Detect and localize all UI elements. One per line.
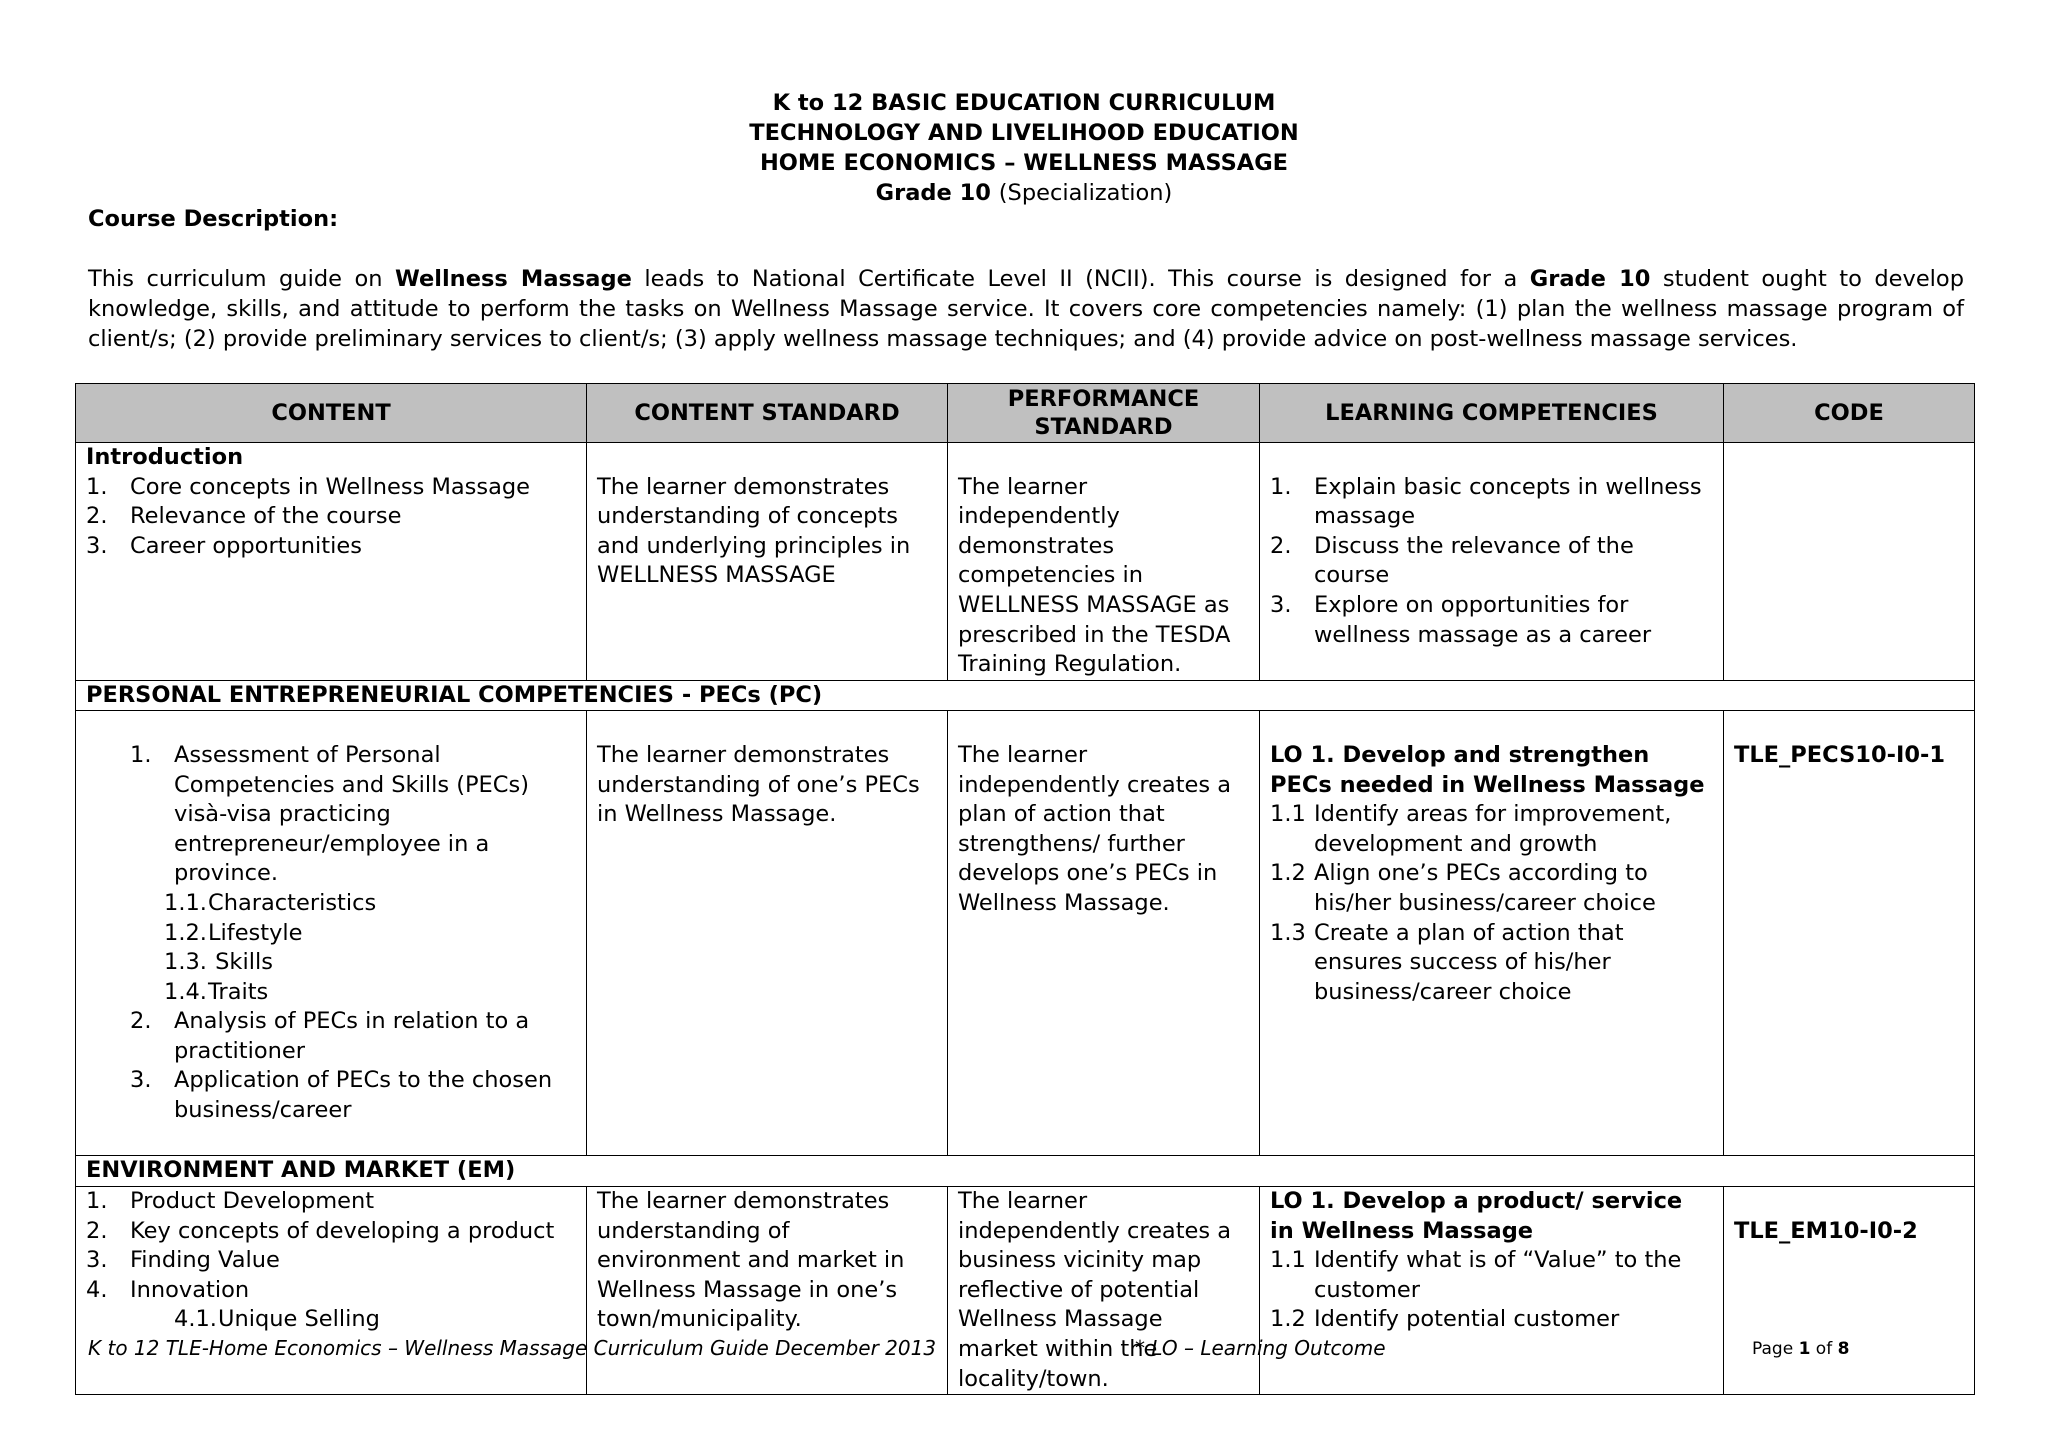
list-item xyxy=(164,948,576,978)
item-number: 1.2 xyxy=(1270,1306,1306,1333)
item-number: 1.3 xyxy=(1270,919,1306,946)
item-number: 3. xyxy=(86,1247,108,1274)
item-text: Discuss the relevance of the course xyxy=(1314,532,1634,589)
footer-document-title: K to 12 TLE-Home Economics – Wellness Massage Curriculum Guide December 2013 xyxy=(88,1336,937,1360)
em-competency-list xyxy=(1270,1246,1713,1335)
desc-bold-2: Grade 10 xyxy=(1529,266,1651,292)
item-text: Application of PECs to the chosen business/career xyxy=(174,1067,553,1124)
intro-content-standard xyxy=(587,443,948,681)
pec-content-cell xyxy=(76,711,587,1156)
item-text: Key concepts of developing a product xyxy=(130,1217,555,1244)
pec-competency-list xyxy=(1270,800,1713,1007)
item-number: 3. xyxy=(130,1067,152,1094)
page-total: 8 xyxy=(1837,1339,1850,1359)
desc-part-3: student ought to develop knowledge, skills, and attitude to perform the tasks on Wellness Massage service. It covers core competencies namely: (1) plan the wellness massage program of client/s; (2) provide preliminary services to client/s; (3) apply wellness massage techniques; and (4) provide advice on post-wellness massage services. xyxy=(88,266,1964,352)
list-item xyxy=(164,919,576,949)
item-text: Identify areas for improvement, development and growth xyxy=(1314,801,1672,857)
intro-content-standard-text: The learner demonstrates understanding of concepts and underlying principles in WELLNESS MASSAGE xyxy=(597,473,911,589)
intro-competency-list xyxy=(1270,443,1713,650)
item-text: Characteristics xyxy=(208,889,377,916)
em-code xyxy=(1724,1186,1975,1394)
header-code: CODE xyxy=(1724,384,1975,443)
course-description-label: Course Description: xyxy=(88,206,339,232)
grade-subtitle: (Specialization) xyxy=(998,180,1173,206)
list-item xyxy=(164,889,576,919)
item-text: Create a plan of action that ensures success of his/her business/career choice xyxy=(1314,919,1624,1005)
list-item xyxy=(1270,1246,1713,1305)
section-title-em: ENVIRONMENT AND MARKET (EM) xyxy=(76,1156,1975,1187)
item-text: Career opportunities xyxy=(130,532,362,559)
item-text: Traits xyxy=(208,978,269,1005)
em-performance-standard xyxy=(948,1186,1260,1394)
list-item xyxy=(1270,800,1713,859)
list-item xyxy=(1270,1305,1713,1335)
list-item xyxy=(86,473,576,503)
list-item xyxy=(86,532,576,562)
header-line-1: K to 12 BASIC EDUCATION CURRICULUM xyxy=(772,90,1276,116)
list-item xyxy=(130,1066,576,1125)
em-lo-title: LO 1. Develop a product/ service in Wellness Massage xyxy=(1270,1187,1683,1244)
item-number: 1. xyxy=(130,741,152,768)
course-description-text xyxy=(88,264,1964,354)
header-performance-standard: PERFORMANCE STANDARD xyxy=(948,384,1260,443)
list-item xyxy=(1270,591,1713,650)
list-item xyxy=(1270,859,1713,918)
intro-content-list xyxy=(86,473,576,562)
item-number: 1.4. xyxy=(164,978,207,1005)
curriculum-table xyxy=(75,383,1975,1395)
item-text: Analysis of PECs in relation to a practitioner xyxy=(174,1008,530,1064)
section-title-pec: PERSONAL ENTREPRENEURIAL COMPETENCIES - PECs (PC) xyxy=(76,680,1975,711)
pec-content-standard xyxy=(587,711,948,1156)
section-row-em xyxy=(76,1156,1975,1187)
intro-code xyxy=(1724,443,1975,681)
item-number: 2. xyxy=(86,1217,108,1244)
em-content-cell xyxy=(76,1186,587,1394)
item-number: 1.2 xyxy=(1270,860,1306,887)
desc-bold-1: Wellness Massage xyxy=(394,266,632,292)
item-text: Lifestyle xyxy=(208,919,303,946)
table-header-row xyxy=(76,384,1975,443)
intro-title: Introduction xyxy=(86,444,244,470)
header-content-standard: CONTENT STANDARD xyxy=(587,384,948,443)
intro-competencies xyxy=(1260,443,1724,681)
em-performance-standard-text: The learner independently creates a business vicinity map reflective of potential Wellness Massage market within the locality/town. xyxy=(958,1187,1232,1392)
item-text: Finding Value xyxy=(130,1247,280,1274)
item-number: 4. xyxy=(86,1276,108,1303)
page-of-label: of xyxy=(1810,1339,1838,1359)
item-text: Explain basic concepts in wellness massage xyxy=(1314,473,1702,530)
em-content-standard-text: The learner demonstrates understanding of environment and market in Wellness Massage in one’s town/municipality. xyxy=(597,1187,905,1333)
item-number: 3. xyxy=(86,532,108,559)
item-number: 1.3. xyxy=(164,949,207,976)
table-row-em xyxy=(76,1186,1975,1394)
pec-content-list xyxy=(130,741,576,889)
pec-sub-list xyxy=(130,889,576,1007)
em-code-text: TLE_EM10-I0-2 xyxy=(1734,1217,1918,1244)
item-number: 1. xyxy=(86,1187,108,1214)
header-grade xyxy=(0,178,2048,208)
item-number: 1. xyxy=(86,473,108,500)
list-item xyxy=(86,1187,576,1217)
page-label: Page xyxy=(1752,1339,1799,1359)
table-row-pec xyxy=(76,711,1975,1156)
grade-label: Grade 10 xyxy=(875,180,991,206)
item-number: 2. xyxy=(130,1008,152,1035)
item-text: Skills xyxy=(208,949,273,976)
item-number: 2. xyxy=(1270,532,1292,559)
item-text: Relevance of the course xyxy=(130,503,402,530)
item-text: Identify potential customer xyxy=(1314,1306,1620,1333)
document-header xyxy=(0,88,2048,208)
em-content-standard xyxy=(587,1186,948,1394)
pec-content-list-2 xyxy=(130,1007,576,1125)
item-text: Align one’s PECs according to his/her business/career choice xyxy=(1314,860,1656,916)
item-text: Core concepts in Wellness Massage xyxy=(130,473,531,500)
pec-code-text: TLE_PECS10-I0-1 xyxy=(1734,741,1945,768)
section-row-pec xyxy=(76,680,1975,711)
page-current: 1 xyxy=(1798,1339,1811,1359)
list-item xyxy=(86,1246,576,1276)
footer-page-number xyxy=(1752,1339,1849,1359)
intro-performance-standard xyxy=(948,443,1260,681)
desc-part-2: leads to National Certificate Level II (NCII). This course is designed for a xyxy=(631,266,1530,292)
pec-performance-standard xyxy=(948,711,1260,1156)
list-item xyxy=(1270,919,1713,1008)
list-item xyxy=(86,1276,576,1306)
footer-lo-note: * LO – Learning Outcome xyxy=(1135,1336,1386,1360)
list-item xyxy=(86,502,576,532)
item-number: 3. xyxy=(1270,591,1292,618)
item-text: Identify what is of “Value” to the customer xyxy=(1314,1247,1682,1303)
list-item xyxy=(1270,473,1713,532)
pec-competencies xyxy=(1260,711,1724,1156)
em-sub-list xyxy=(86,1305,576,1335)
item-text: Innovation xyxy=(130,1276,250,1303)
header-content: CONTENT xyxy=(76,384,587,443)
item-number: 1.1 xyxy=(1270,1247,1306,1274)
item-number: 1.1. xyxy=(164,889,207,916)
pec-performance-standard-text: The learner independently creates a plan of action that strengthens/ further develops one’s PECs in Wellness Massage. xyxy=(958,741,1232,916)
item-number: 1. xyxy=(1270,473,1292,500)
pec-lo-title: LO 1. Develop and strengthen PECs needed in Wellness Massage xyxy=(1270,741,1705,798)
item-number: 2. xyxy=(86,503,108,530)
list-item xyxy=(1270,532,1713,591)
em-content-list xyxy=(86,1187,576,1305)
item-text: Assessment of Personal Competencies and Skills (PECs) visà-visa practicing entrepreneur/employee in a province. xyxy=(174,741,529,887)
list-item xyxy=(174,1305,576,1335)
pec-code xyxy=(1724,711,1975,1156)
list-item xyxy=(130,1007,576,1066)
item-text: Product Development xyxy=(130,1187,375,1214)
list-item xyxy=(164,978,576,1008)
item-number: 4.1. xyxy=(174,1306,217,1333)
header-line-2: TECHNOLOGY AND LIVELIHOOD EDUCATION xyxy=(749,120,1299,146)
desc-part-1: This curriculum guide on xyxy=(88,266,395,292)
item-number: 1.2. xyxy=(164,919,207,946)
header-learning-competencies: LEARNING COMPETENCIES xyxy=(1260,384,1724,443)
intro-performance-standard-text: The learner independently demonstrates competencies in WELLNESS MASSAGE as prescribed in the TESDA Training Regulation. xyxy=(958,473,1231,678)
intro-content-cell xyxy=(76,443,587,681)
item-text: Unique Selling xyxy=(218,1306,380,1333)
list-item xyxy=(130,741,576,889)
header-line-3: HOME ECONOMICS – WELLNESS MASSAGE xyxy=(759,150,1289,176)
list-item xyxy=(86,1217,576,1247)
item-text: Explore on opportunities for wellness massage as a career xyxy=(1314,591,1652,648)
pec-content-standard-text: The learner demonstrates understanding of one’s PECs in Wellness Massage. xyxy=(597,741,920,828)
em-competencies xyxy=(1260,1186,1724,1394)
table-row-introduction xyxy=(76,443,1975,681)
item-number: 1.1 xyxy=(1270,801,1306,828)
